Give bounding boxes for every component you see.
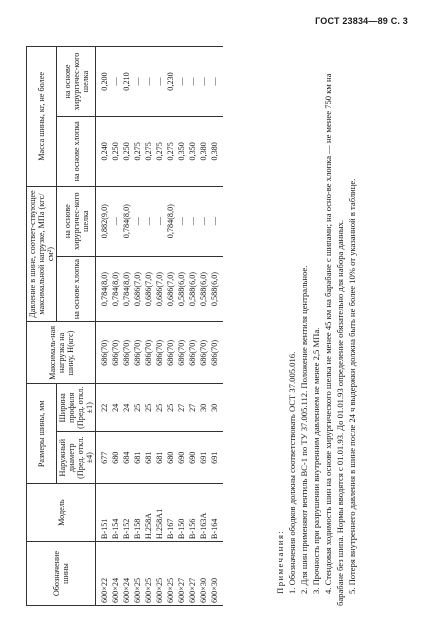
col-pressure-kapron: на основе хирургичес-кого шелка — [57, 186, 96, 256]
cell-pressure-cotton: 0,784(8,0) — [96, 256, 111, 322]
cell-mass-cotton: 0,250 — [110, 116, 121, 186]
cell-model: Н.258А — [143, 484, 154, 542]
note-item: 2. Для шин применяют вентиль ВС-1 по ТУ 37.005.112. Положение вентиля центральное. — [299, 265, 309, 594]
cell-designation: 600×27 — [176, 542, 187, 606]
notes-block — [274, 46, 358, 606]
col-outer-diameter: Наружный диаметр (Пред. откл. ±4) — [57, 432, 96, 484]
table-row — [143, 47, 154, 606]
tire-spec-table — [26, 46, 223, 606]
cell-model: В-167 — [165, 484, 176, 542]
cell-designation: 600×25 — [154, 542, 165, 606]
cell-designation: 600×22 — [96, 542, 111, 606]
cell-profile-width: 25 — [154, 384, 165, 432]
cell-designation: 600×24 — [121, 542, 132, 606]
table-row — [198, 47, 209, 606]
page-header: ГОСТ 23834—89 С. 3 — [315, 16, 408, 26]
col-pressure-cotton: на основе хлопка — [57, 256, 96, 322]
cell-max-load: 686(70) — [110, 322, 121, 384]
note-item: 3. Прочность при разрушении внутренним давлением не менее 2,5 МПа. — [311, 327, 321, 594]
cell-max-load: 686(70) — [165, 322, 176, 384]
cell-max-load: 686(70) — [176, 322, 187, 384]
col-group-pressure: Давление в шине, соответ-ствующее максимальной нагрузке, МПа (кгс/см²) — [27, 186, 57, 322]
cell-designation: 600×24 — [110, 542, 121, 606]
note-item: 4. Стендовая ходимость шин на основе хирургического шелка не менее 45 км на барабане с шипами; на осно-ве хлопка — не менее 750 км на барабане без шипа. Нормы вводятся с 01.01.93. До 01.01.93 определение обязательно для набора данных. — [323, 73, 345, 606]
cell-pressure-cotton: 0,686(7,0) — [132, 256, 143, 322]
cell-max-load: 686(70) — [154, 322, 165, 384]
cell-mass-kapron: 0,200 — [96, 47, 111, 117]
cell-pressure-kapron: — — [176, 186, 187, 256]
cell-profile-width: 25 — [132, 384, 143, 432]
col-group-mass: Масса шины, кг, не более — [27, 47, 57, 187]
cell-outer-diameter: 677 — [96, 432, 111, 484]
cell-max-load: 686(70) — [121, 322, 132, 384]
notes-title: Примечания: — [275, 529, 285, 594]
cell-pressure-cotton: 0,588(6,0) — [176, 256, 187, 322]
cell-pressure-kapron: — — [209, 186, 223, 256]
cell-pressure-kapron: 0,784(8,0) — [165, 186, 176, 256]
cell-max-load: 686(70) — [132, 322, 143, 384]
cell-profile-width: 30 — [209, 384, 223, 432]
table-row — [110, 47, 121, 606]
cell-profile-width: 27 — [176, 384, 187, 432]
cell-model: В-152 — [121, 484, 132, 542]
cell-pressure-cotton: 0,588(6,0) — [198, 256, 209, 322]
cell-designation: 600×25 — [165, 542, 176, 606]
cell-profile-width: 24 — [121, 384, 132, 432]
cell-outer-diameter: 681 — [143, 432, 154, 484]
cell-pressure-cotton: 0,686(7,0) — [154, 256, 165, 322]
cell-outer-diameter: 681 — [132, 432, 143, 484]
cell-mass-cotton: 0,380 — [209, 116, 223, 186]
col-profile-width: Ширина профиля (Пред. откл. ±1) — [57, 384, 96, 432]
cell-model: В-164 — [209, 484, 223, 542]
cell-pressure-kapron: — — [110, 186, 121, 256]
table-row — [176, 47, 187, 606]
cell-pressure-kapron: 0,882(9,0) — [96, 186, 111, 256]
cell-pressure-kapron: — — [154, 186, 165, 256]
cell-mass-cotton: 0,240 — [96, 116, 111, 186]
cell-mass-cotton: 0,275 — [154, 116, 165, 186]
col-mass-cotton: на основе хлопка — [57, 116, 96, 186]
cell-outer-diameter: 684 — [121, 432, 132, 484]
cell-mass-kapron: 0,230 — [165, 47, 176, 117]
cell-outer-diameter: 680 — [110, 432, 121, 484]
cell-outer-diameter: 690 — [187, 432, 198, 484]
cell-pressure-kapron: — — [198, 186, 209, 256]
col-model: Модель — [27, 484, 96, 542]
table-row — [209, 47, 223, 606]
cell-max-load: 686(70) — [143, 322, 154, 384]
table-row — [154, 47, 165, 606]
cell-mass-cotton: 0,350 — [187, 116, 198, 186]
cell-model: В-163А — [198, 484, 209, 542]
cell-pressure-cotton: 0,588(6,0) — [209, 256, 223, 322]
table-row — [132, 47, 143, 606]
cell-mass-kapron: 0,210 — [121, 47, 132, 117]
cell-profile-width: 24 — [110, 384, 121, 432]
cell-model: В-151 — [96, 484, 111, 542]
cell-model: Н.258А1 — [154, 484, 165, 542]
cell-mass-kapron: — — [154, 47, 165, 117]
cell-model: В-156 — [187, 484, 198, 542]
table-row — [96, 47, 111, 606]
cell-mass-kapron: — — [198, 47, 209, 117]
cell-mass-cotton: 0,275 — [132, 116, 143, 186]
cell-mass-kapron: — — [110, 47, 121, 117]
cell-pressure-cotton: 0,784(8,0) — [110, 256, 121, 322]
cell-mass-kapron: — — [187, 47, 198, 117]
cell-model: В-150 — [176, 484, 187, 542]
cell-model: В-158 — [132, 484, 143, 542]
cell-mass-cotton: 0,250 — [121, 116, 132, 186]
table-row — [121, 47, 132, 606]
cell-pressure-kapron: — — [132, 186, 143, 256]
cell-pressure-kapron: — — [187, 186, 198, 256]
cell-outer-diameter: 690 — [176, 432, 187, 484]
cell-outer-diameter: 691 — [198, 432, 209, 484]
cell-designation: 600×30 — [209, 542, 223, 606]
cell-mass-cotton: 0,380 — [198, 116, 209, 186]
cell-designation: 600×25 — [132, 542, 143, 606]
cell-mass-kapron: — — [176, 47, 187, 117]
rotated-content — [26, 46, 396, 606]
cell-profile-width: 30 — [198, 384, 209, 432]
cell-designation: 600×27 — [187, 542, 198, 606]
cell-max-load: 686(70) — [96, 322, 111, 384]
cell-pressure-cotton: 0,686(7,0) — [165, 256, 176, 322]
cell-profile-width: 22 — [96, 384, 111, 432]
cell-max-load: 686(70) — [209, 322, 223, 384]
cell-mass-cotton: 0,275 — [165, 116, 176, 186]
table-body — [96, 47, 224, 606]
cell-pressure-cotton: 0,686(7,0) — [143, 256, 154, 322]
cell-outer-diameter: 680 — [165, 432, 176, 484]
note-item: 5. Потеря внутреннего давления в шине после 24 ч выдержки должна быть не более 10% от указанной в таблице. — [347, 178, 357, 594]
col-designation: Обозначение шины — [27, 542, 96, 606]
cell-outer-diameter: 681 — [154, 432, 165, 484]
cell-profile-width: 25 — [165, 384, 176, 432]
cell-model: В-154 — [110, 484, 121, 542]
cell-max-load: 686(70) — [187, 322, 198, 384]
cell-pressure-cotton: 0,784(8,0) — [121, 256, 132, 322]
cell-designation: 600×25 — [143, 542, 154, 606]
cell-profile-width: 27 — [187, 384, 198, 432]
cell-pressure-kapron: — — [143, 186, 154, 256]
cell-outer-diameter: 691 — [209, 432, 223, 484]
col-mass-kapron: на основе хирургичес-кого шелка — [57, 47, 96, 117]
cell-designation: 600×30 — [198, 542, 209, 606]
cell-mass-kapron: — — [209, 47, 223, 117]
cell-profile-width: 25 — [143, 384, 154, 432]
cell-pressure-cotton: 0,588(6,0) — [187, 256, 198, 322]
cell-mass-cotton: 0,350 — [176, 116, 187, 186]
cell-mass-cotton: 0,275 — [143, 116, 154, 186]
cell-pressure-kapron: 0,784(8,0) — [121, 186, 132, 256]
cell-mass-kapron: — — [132, 47, 143, 117]
table-row — [187, 47, 198, 606]
table-row — [165, 47, 176, 606]
col-group-sizes: Размеры шины, мм — [27, 384, 57, 484]
col-max-load: Максималь-ная нагрузка на шину, Н(кгс) — [27, 322, 96, 384]
cell-max-load: 686(70) — [198, 322, 209, 384]
note-item: 1. Обозначения ободков должны соответствовать ОСТ 37.005.016. — [287, 351, 297, 594]
cell-mass-kapron: — — [143, 47, 154, 117]
